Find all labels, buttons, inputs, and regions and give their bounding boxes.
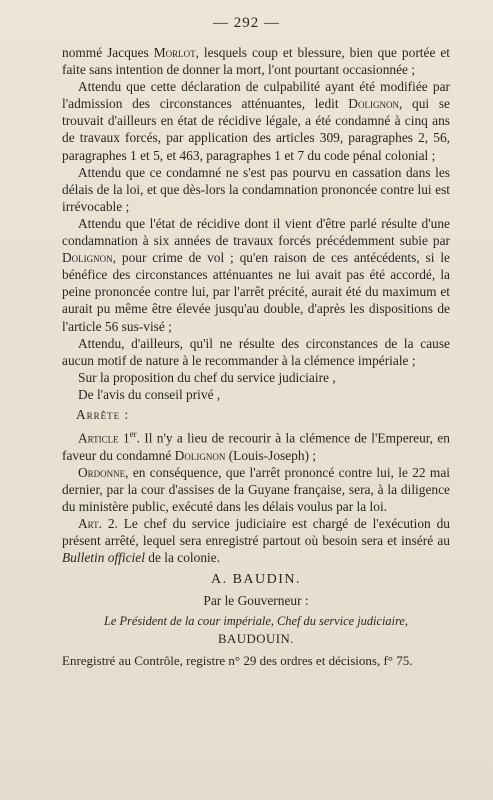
ordonne-label: Ordonne [78, 464, 126, 480]
person-name: Dolignon [348, 96, 399, 112]
person-name: Morlot [153, 45, 196, 60]
paragraph-attendu-pourvoi: Attendu que ce condamné ne s'est pas pourvu en cassation dans les délais de la loi, et que dès-lors la condamnation prononcée contre lui est irrévocable ; [62, 164, 450, 214]
paragraph-attendu-clemence: Attendu, d'ailleurs, qu'il ne résulte des circonstances de la cause aucun motif de nature à le recommander à la clémence impériale ; [62, 335, 450, 368]
article-label: Article 1 [78, 430, 130, 446]
paragraph-proposition: Sur la proposition du chef du service judiciaire , [78, 369, 336, 385]
president-signature: BAUDOUIN. [218, 631, 294, 646]
person-name: Dolignon [174, 447, 226, 463]
page-number: — 292 — [213, 15, 280, 31]
paragraph-avis: De l'avis du conseil privé , [78, 386, 221, 402]
registration-note: Enregistré au Contrôle, registre n° 29 des ordres et décisions, f° 75. [62, 652, 413, 668]
article-1: Article 1er. Il n'y a lieu de recourir à la clémence de l'Empereur, en faveur du condamné Dolignon (Louis-Joseph) ; [62, 429, 450, 463]
governor-signature: A. BAUDIN. [210, 572, 302, 588]
arrete-heading: Arrête : [76, 406, 130, 422]
paragraph-continuation: nommé Jacques Morlot, lesquels coup et blessure, bien que portée et faite sans intention de donner la mort, l'ont pourtant occasionnée ; [62, 45, 450, 78]
paragraph-attendu-recidive: Attendu que l'état de récidive dont il vient d'être parlé résulte d'une condamnation à six années de travaux forcés précédemment subie par Dolignon, pour crime de vol ; qu'en raison de ces antécédents, si le bénéfice des circonstances atténuantes ne lui avait pas été accordé, la peine prononcée contre lui, par l'arrêt précité, aurait été du maximum et aurait pu même être élevée jusqu'au double, d'après les dispositions de l'article 56 sus-visé ; [62, 215, 450, 334]
paragraph-attendu-declaration: Attendu que cette déclaration de culpabilité ayant été modifiée par l'admission des circonstances atténuantes, ledit Dolignon, qui se trouvait d'ailleurs en état de récidive légale, a été condamné à cinq ans de travaux forcés, par application des articles 309, paragraphes 2, 56, paragraphes 1 et 5, et 463, paragraphes 1 et 7 du code pénal colonial ; [62, 79, 450, 163]
par-le-gouverneur: Par le Gouverneur : [203, 593, 309, 609]
bulletin-title: Bulletin officiel [62, 550, 145, 566]
person-name: Dolignon [62, 250, 113, 266]
ordonne-paragraph: Ordonne, en conséquence, que l'arrêt prononcé contre lui, le 22 mai dernier, par la cour d'assises de la Guyane française, sera, à la diligence du ministère public, exécuté dans les délais voulus par la loi. [62, 464, 450, 514]
article-2: Art. 2. Le chef du service judiciaire est chargé de l'exécution du présent arrêté, lequel sera enregistré partout où besoin sera et inséré au Bulletin officiel de la colonie. [62, 516, 450, 566]
document-body [62, 44, 450, 669]
article-label: Art. 2. [78, 516, 118, 531]
president-title: Le Président de la cour impériale, Chef du service judiciaire, [103, 614, 409, 629]
